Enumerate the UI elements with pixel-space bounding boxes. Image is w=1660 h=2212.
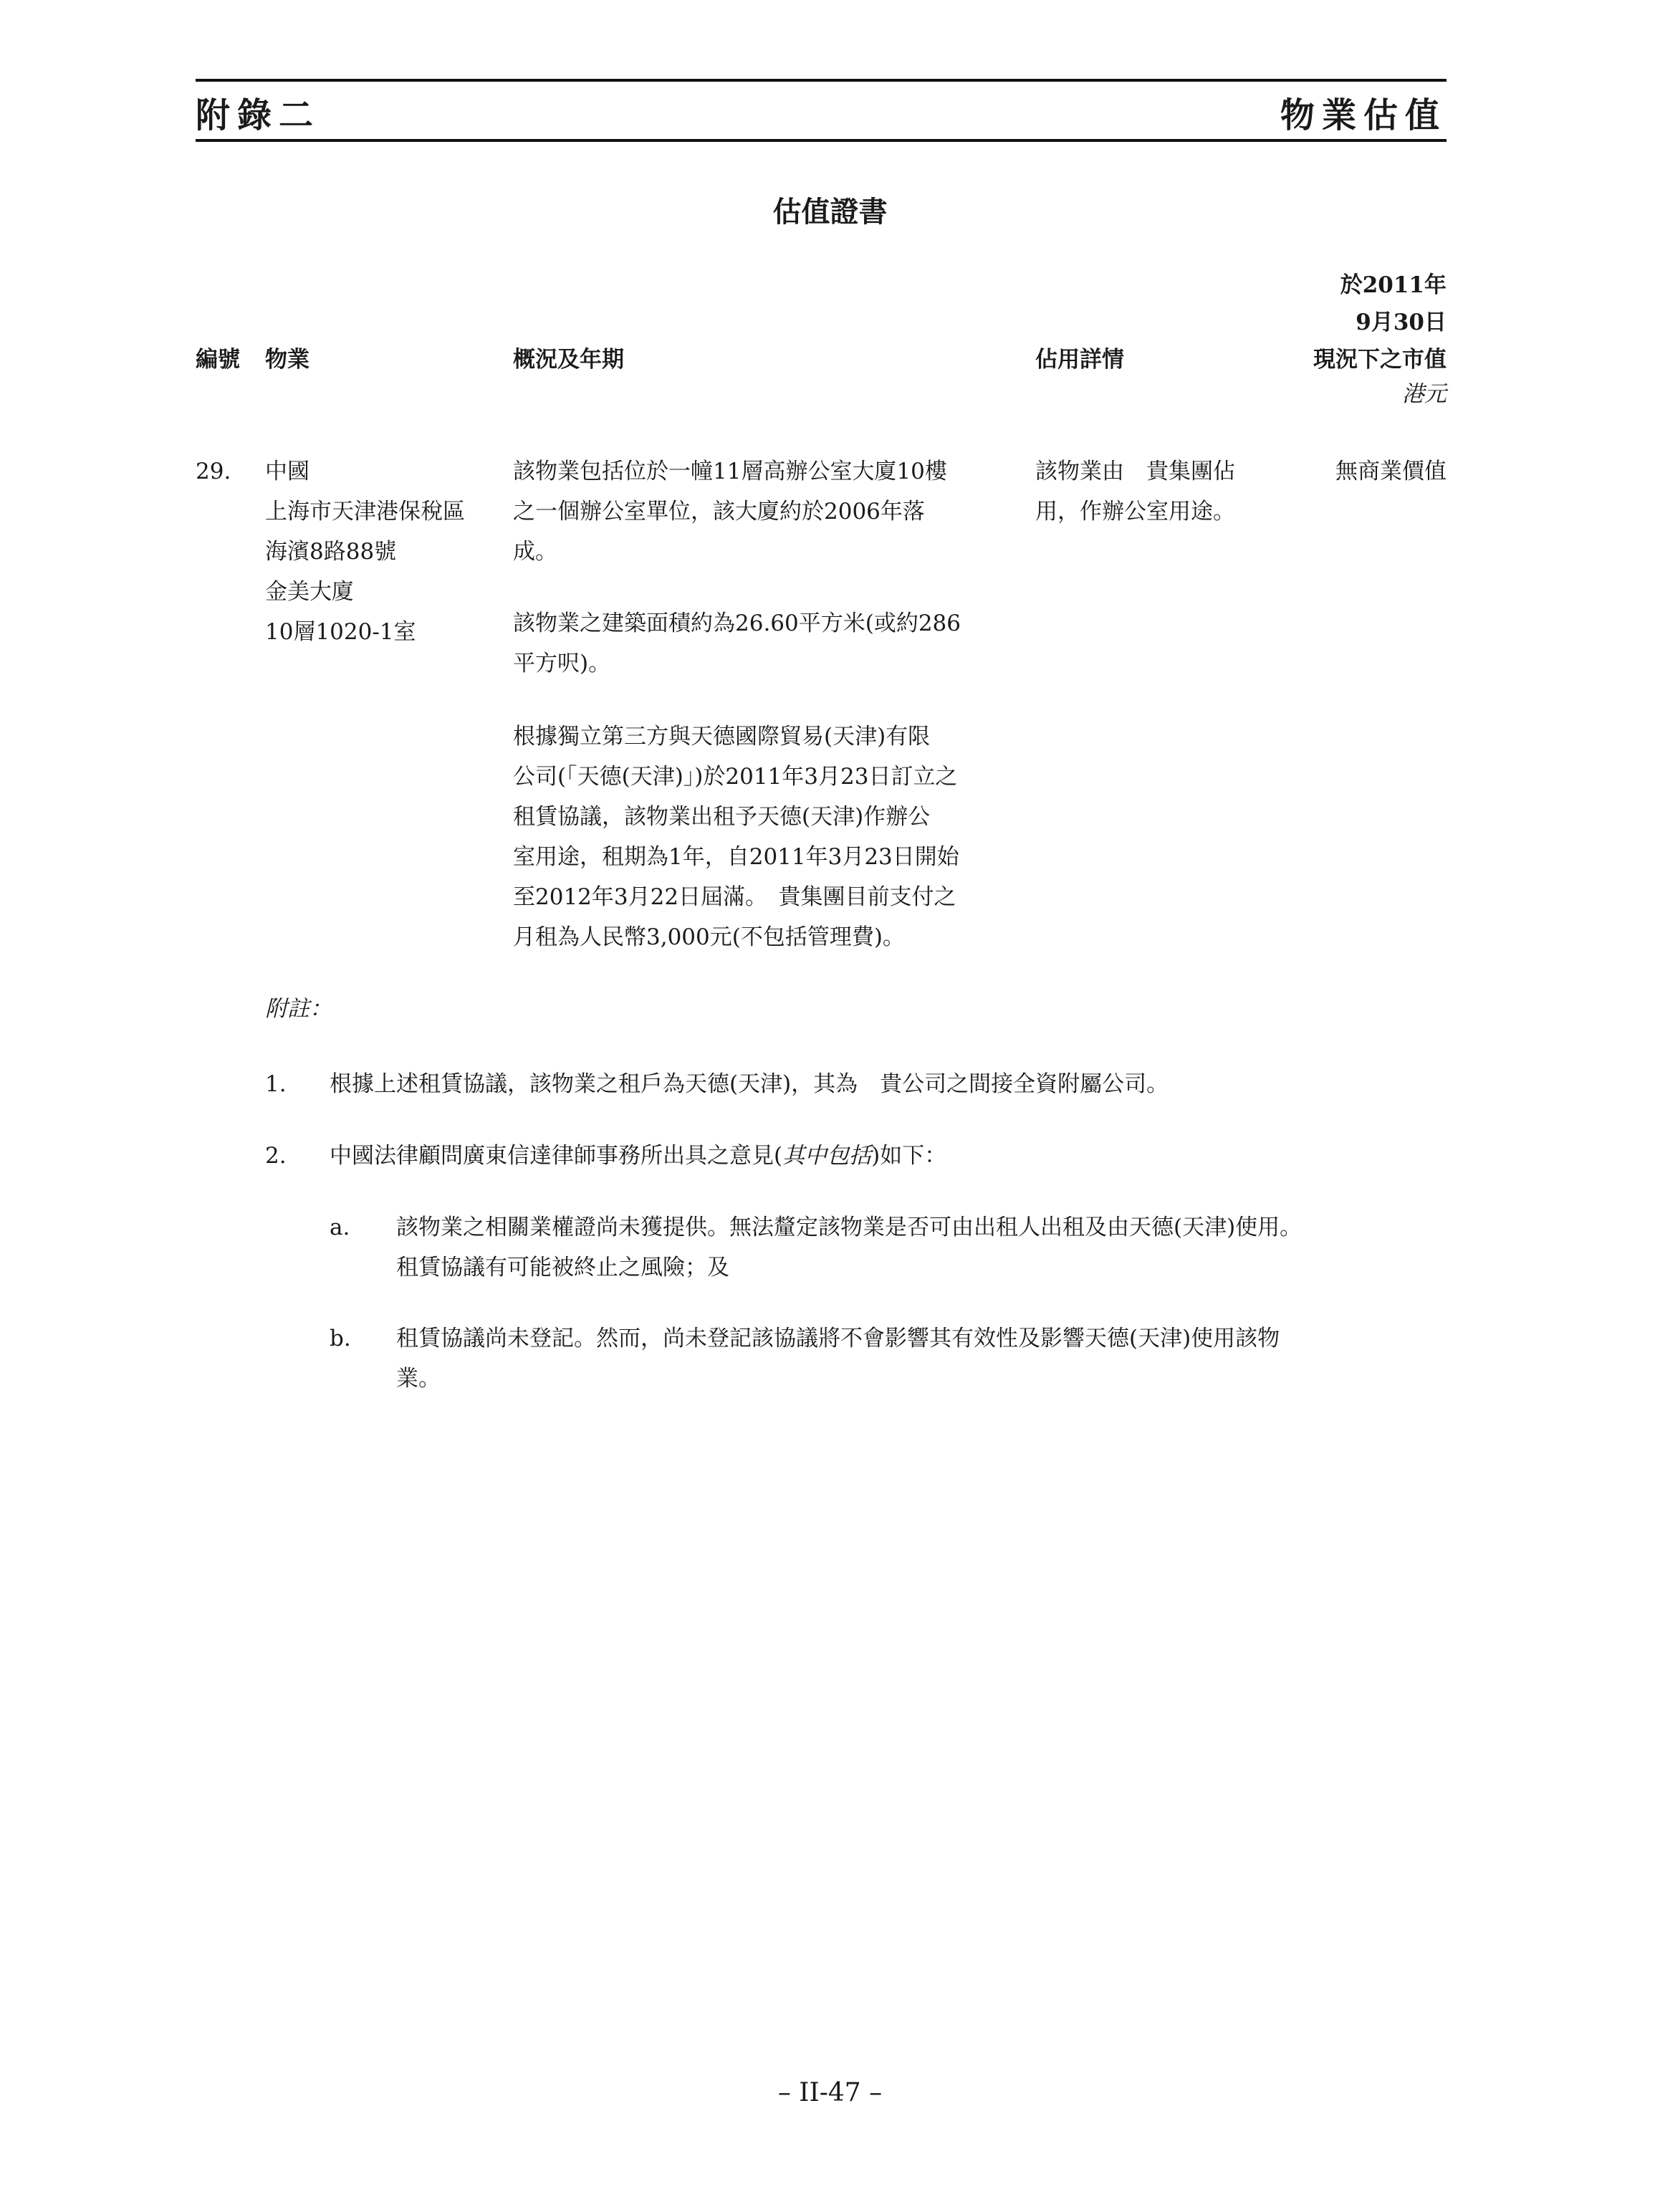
row-property: 中國 上海市天津港保稅區 海濱8路88號 金美大廈 10層1020-1室 [265,459,465,645]
page-title: 估值證書 [772,195,888,229]
notes-heading: 附註： [265,996,332,1022]
row-description-p3: 根據獨立第三方與天德國際貿易(天津)有限 公司(「天德(天津)」)於2011年3月23日訂立之 租賃協議，該物業出租予天德(天津)作辦公 室用途，租期為1年，自2011年3月23日開始 至2012年3月22日屆滿。 貴集團目前支付之 月租為人民幣3,000元(不包括管理費)。 [513,724,959,950]
col-property: 物業 [265,347,310,373]
row-occupancy: 該物業由 貴集團佔 用，作辦公室用途。 [1035,459,1235,525]
note-b-text: 租賃協議尚未登記。然而，尚未登記該協議將不會影響其有效性及影響天德(天津)使用該物 業。 [396,1326,1280,1392]
col-no: 編號 [196,347,240,373]
col-value-line1: 於2011年 [1340,272,1446,298]
note-1-text: 根據上述租賃協議，該物業之租戶為天德(天津)，其為 貴公司之間接全資附屬公司。 [330,1071,1169,1097]
note-2-text [330,1136,1447,1176]
col-value-line3: 現況下之市值 [1313,347,1446,373]
note-2-text-a: 中國法律顧問廣東信達律師事務所出具之意見( [330,1143,783,1169]
col-value-line2: 9月30日 [1356,310,1446,335]
row-value: 無商業價值 [1335,459,1446,484]
header-left: 附錄二 [196,95,321,135]
col-occupancy: 佔用詳情 [1035,347,1124,373]
note-1-number: 1. [265,1071,287,1097]
note-2-text-italic: 其中包括 [782,1143,872,1169]
page-number: – II-47 – [777,2078,883,2107]
note-2-number: 2. [265,1143,287,1169]
row-number: 29. [196,459,231,484]
row-description-p1: 該物業包括位於一幢11層高辦公室大廈10樓 之一個辦公室單位，該大廈約於2006年落 成。 [513,459,947,565]
header-bottom-rule [196,139,1446,142]
col-description: 概況及年期 [513,347,624,373]
header-right: 物業估值 [1280,95,1446,135]
row-description-p2: 該物業之建築面積約為26.60平方米(或約286 平方呎)。 [513,611,961,676]
note-a-letter: a. [330,1215,350,1240]
header-top-rule [196,79,1446,82]
note-2-text-b: )如下： [871,1143,947,1169]
col-currency: 港元 [1402,381,1446,407]
note-b-letter: b. [330,1326,351,1351]
note-a-text: 該物業之相關業權證尚未獲提供。無法釐定該物業是否可由出租人出租及由天德(天津)使用。 租賃協議有可能被終止之風險；及 [396,1215,1302,1280]
